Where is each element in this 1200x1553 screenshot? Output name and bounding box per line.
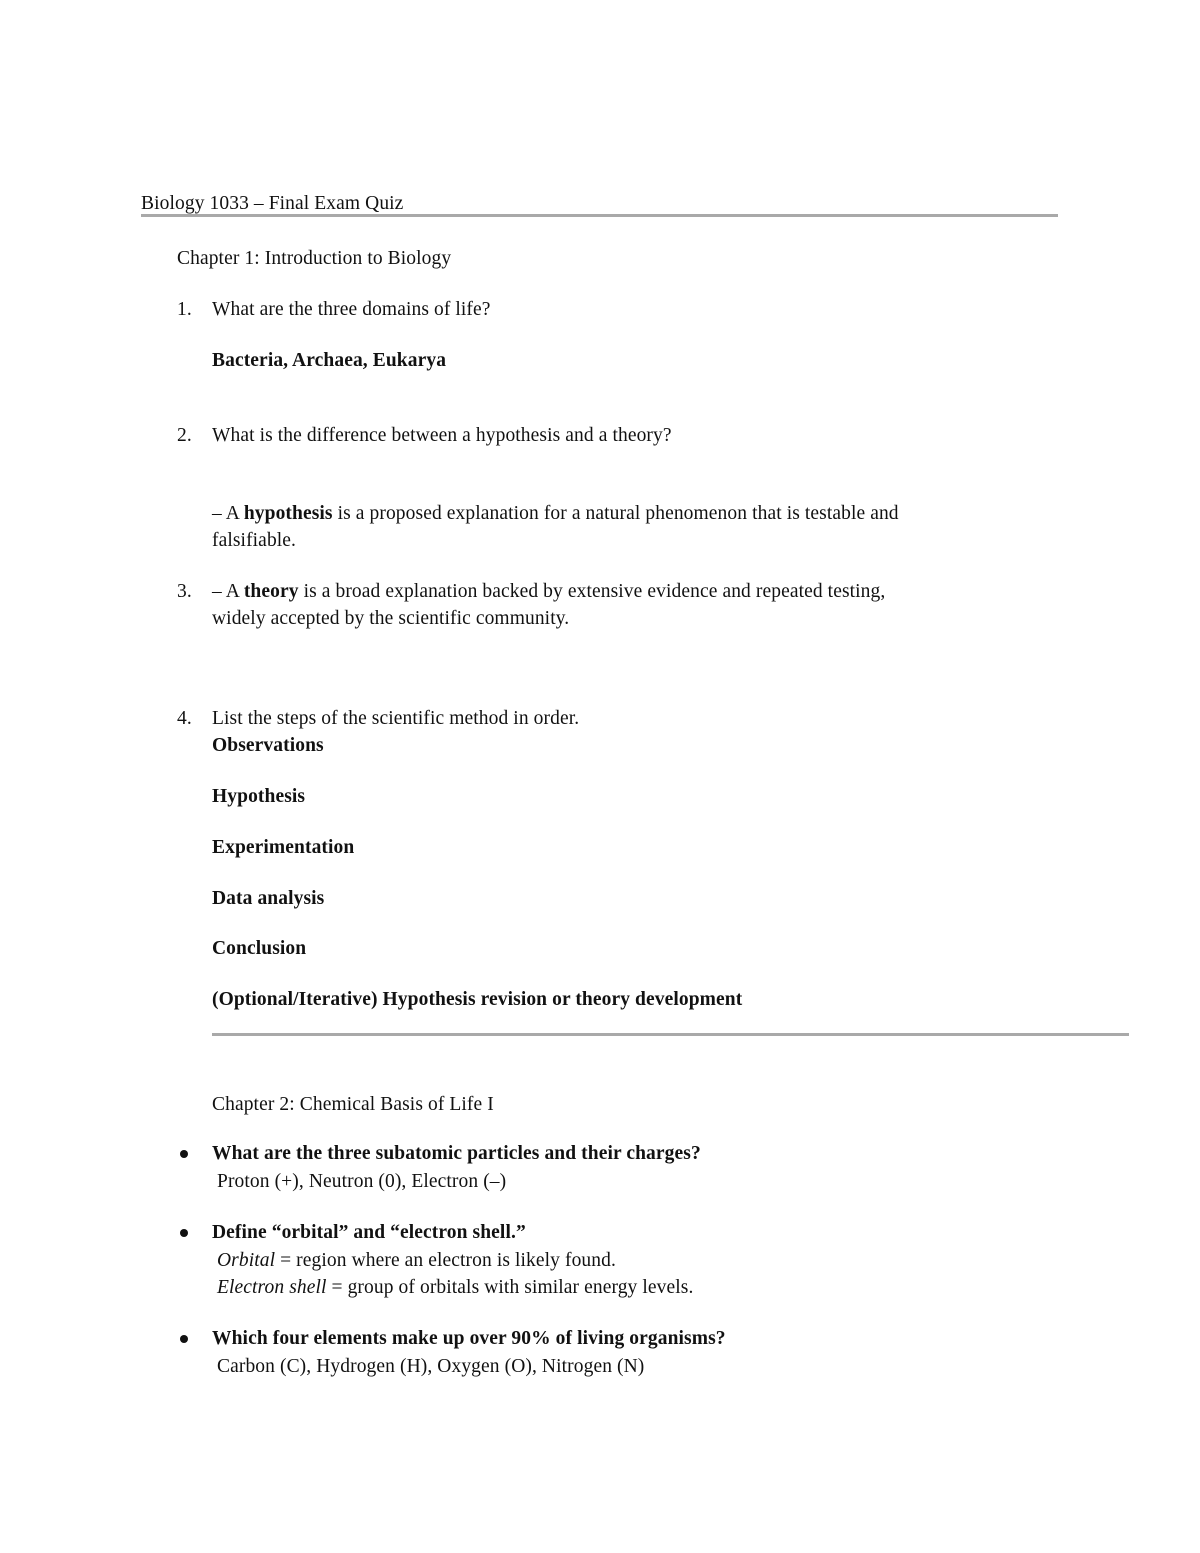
theory-rest: is a broad explanation backed by extensive evidence and repeated testing, xyxy=(298,581,886,602)
orbital-question: Define “orbital” and “electron shell.” xyxy=(212,1222,526,1243)
q4-text: List the steps of the scientific method in order. xyxy=(212,708,580,729)
electron-shell-definition xyxy=(217,1274,693,1301)
orbital-term: Orbital xyxy=(217,1250,276,1271)
q3-number: 3. xyxy=(177,581,192,602)
theory-dash: – A xyxy=(212,581,244,602)
hypothesis-rest: is a proposed explanation for a natural phenomenon that is testable and xyxy=(332,503,899,524)
step-conclusion: Conclusion xyxy=(212,938,307,959)
elements-answer: Carbon (C), Hydrogen (H), Oxygen (O), Nitrogen (N) xyxy=(217,1356,645,1377)
subatomic-answer: Proton (+), Neutron (0), Electron (–) xyxy=(217,1171,507,1192)
hypothesis-dash: – A xyxy=(212,503,244,524)
electron-shell-def: = group of orbitals with similar energy levels. xyxy=(326,1277,694,1298)
theory-term: theory xyxy=(243,581,299,602)
theory-definition-line2: widely accepted by the scientific community. xyxy=(212,608,570,629)
subatomic-question: What are the three subatomic particles and their charges? xyxy=(212,1143,701,1164)
title-rule xyxy=(141,214,1058,217)
q2-text: What is the difference between a hypothesis and a theory? xyxy=(212,425,672,446)
hypothesis-definition xyxy=(212,500,899,527)
step-hypothesis: Hypothesis xyxy=(212,786,306,807)
section-rule xyxy=(212,1033,1129,1036)
elements-question: Which four elements make up over 90% of living organisms? xyxy=(212,1328,726,1349)
step-experimentation: Experimentation xyxy=(212,837,355,858)
bullet-icon xyxy=(180,1150,188,1158)
step-data-analysis: Data analysis xyxy=(212,888,325,909)
chapter-1-heading: Chapter 1: Introduction to Biology xyxy=(177,248,452,269)
bullet-icon xyxy=(180,1335,188,1343)
orbital-def: = region where an electron is likely found. xyxy=(275,1250,616,1271)
chapter-2-heading: Chapter 2: Chemical Basis of Life I xyxy=(212,1094,494,1115)
q2-number: 2. xyxy=(177,425,192,446)
electron-shell-term: Electron shell xyxy=(217,1277,327,1298)
hypothesis-definition-line2: falsifiable. xyxy=(212,530,297,551)
step-observations: Observations xyxy=(212,735,324,756)
q1-answer: Bacteria, Archaea, Eukarya xyxy=(212,350,447,371)
bullet-icon xyxy=(180,1229,188,1237)
q1-text: What are the three domains of life? xyxy=(212,299,491,320)
orbital-definition xyxy=(217,1247,616,1274)
hypothesis-term: hypothesis xyxy=(243,503,333,524)
step-iterative: (Optional/Iterative) Hypothesis revision or theory development xyxy=(212,989,743,1010)
document-title: Biology 1033 – Final Exam Quiz xyxy=(141,193,404,214)
q1-number: 1. xyxy=(177,299,192,320)
theory-definition xyxy=(212,578,885,605)
q4-number: 4. xyxy=(177,708,192,729)
